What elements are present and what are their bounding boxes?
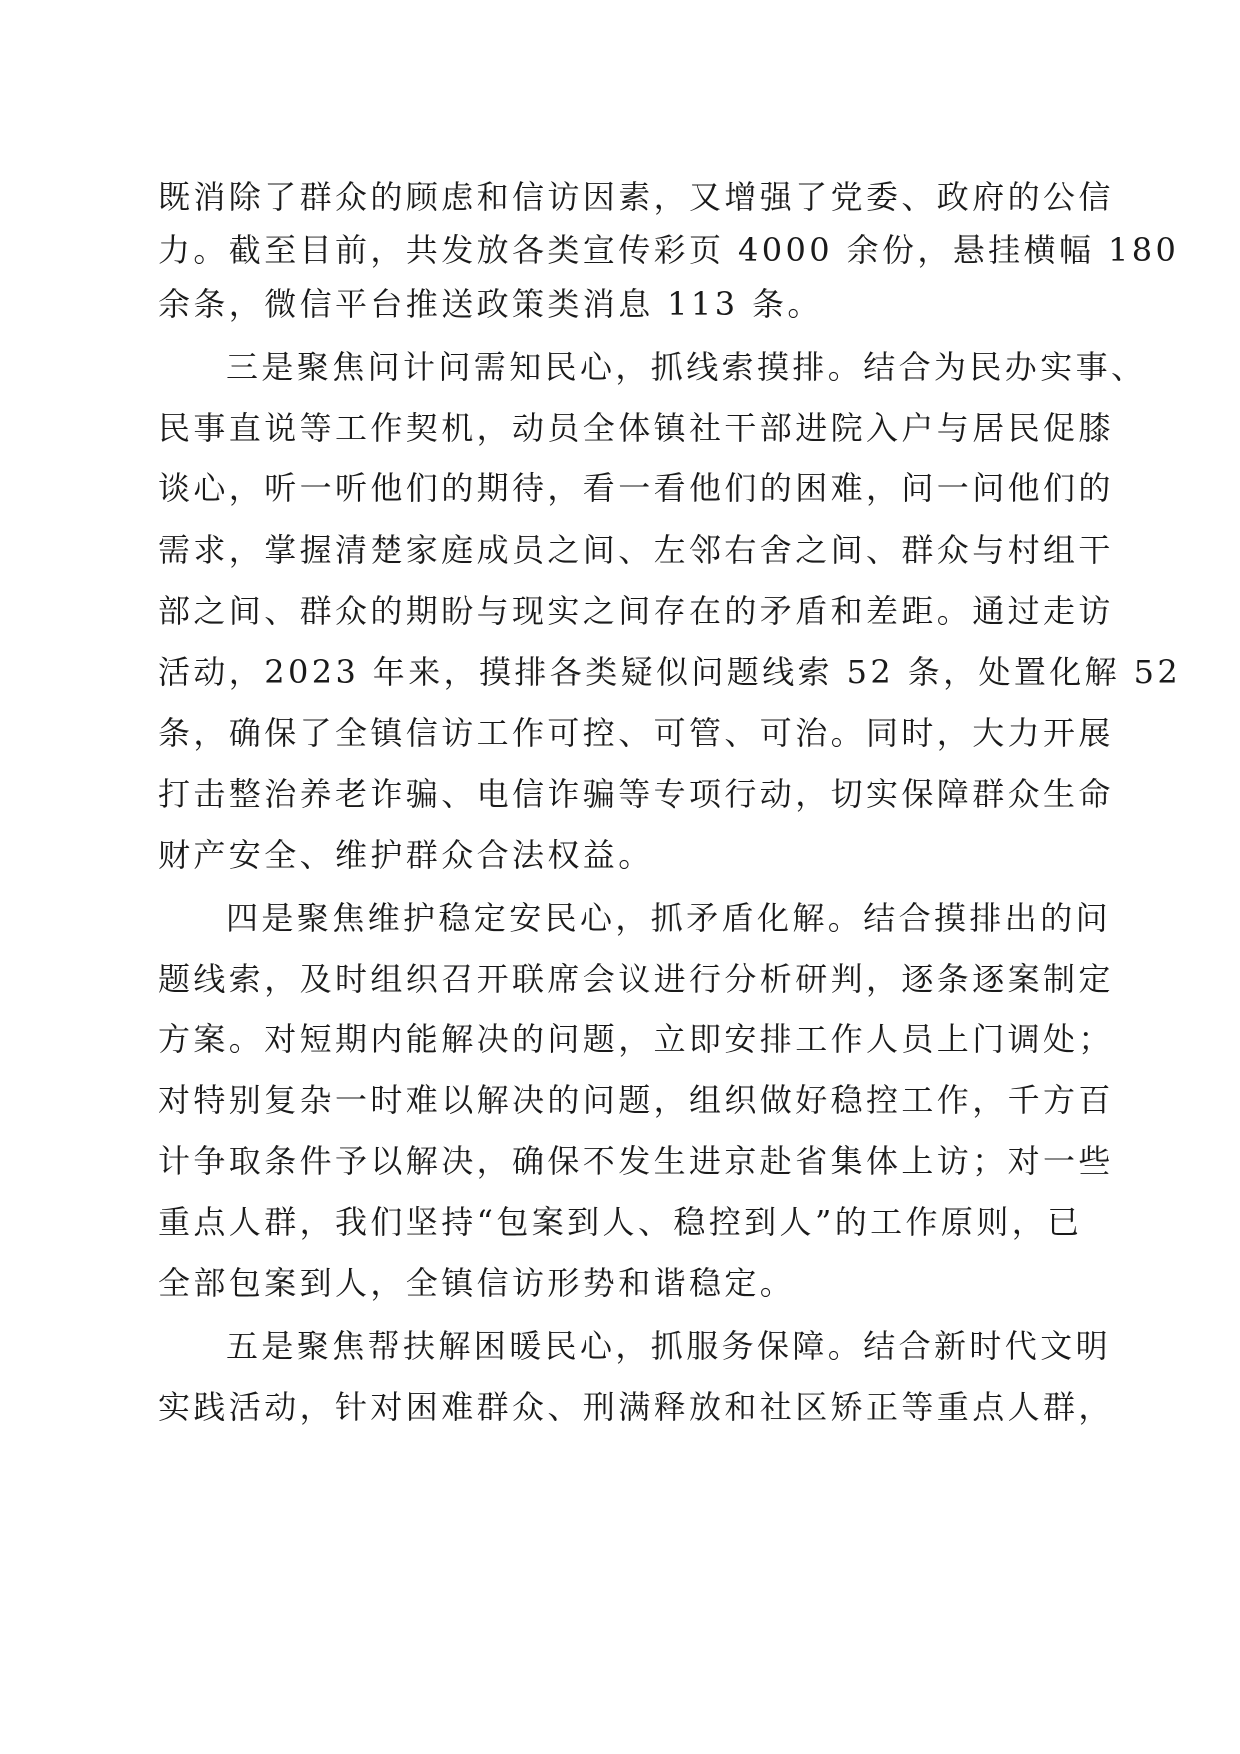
text-line: 财产安全、维护群众合法权益。 bbox=[158, 836, 654, 874]
text-line: 题线索，及时组织召开联席会议进行分析研判，逐条逐案制定 bbox=[158, 960, 1114, 998]
text-line: 需求，掌握清楚家庭成员之间、左邻右舍之间、群众与村组干 bbox=[158, 531, 1114, 569]
text-line: 部之间、群众的期盼与现实之间存在的矛盾和差距。通过走访 bbox=[158, 592, 1114, 630]
text-line: 全部包案到人，全镇信访形势和谐稳定。 bbox=[158, 1264, 796, 1302]
text-line: 计争取条件予以解决，确保不发生进京赴省集体上访；对一些 bbox=[158, 1142, 1114, 1180]
paragraph-start-line: 五是聚焦帮扶解困暖民心，抓服务保障。结合新时代文明 bbox=[226, 1327, 1112, 1365]
text-line: 谈心，听一听他们的期待，看一看他们的困难，问一问他们的 bbox=[158, 469, 1114, 507]
paragraph-start-line: 四是聚焦维护稳定安民心，抓矛盾化解。结合摸排出的问 bbox=[226, 899, 1112, 937]
text-line: 实践活动，针对困难群众、刑满释放和社区矫正等重点人群， bbox=[158, 1388, 1114, 1426]
text-line: 活动，2023 年来，摸排各类疑似问题线索 52 条，处置化解 52 bbox=[158, 653, 1182, 691]
text-line: 条，确保了全镇信访工作可控、可管、可治。同时，大力开展 bbox=[158, 714, 1114, 752]
text-line: 重点人群，我们坚持“包案到人、稳控到人”的工作原则，已 bbox=[158, 1203, 1083, 1241]
text-line: 打击整治养老诈骗、电信诈骗等专项行动，切实保障群众生命 bbox=[158, 775, 1114, 813]
text-line: 方案。对短期内能解决的问题，立即安排工作人员上门调处； bbox=[158, 1020, 1114, 1058]
text-line: 对特别复杂一时难以解决的问题，组织做好稳控工作，千方百 bbox=[158, 1081, 1114, 1119]
paragraph-start-line: 三是聚焦问计问需知民心，抓线索摸排。结合为民办实事、 bbox=[226, 348, 1147, 386]
text-line: 既消除了群众的顾虑和信访因素，又增强了党委、政府的公信 bbox=[158, 178, 1114, 216]
text-line: 余条，微信平台推送政策类消息 113 条。 bbox=[158, 285, 823, 323]
text-line: 民事直说等工作契机，动员全体镇社干部进院入户与居民促膝 bbox=[158, 409, 1114, 447]
text-line: 力。截至目前，共发放各类宣传彩页 4000 余份，悬挂横幅 180 bbox=[158, 231, 1180, 269]
